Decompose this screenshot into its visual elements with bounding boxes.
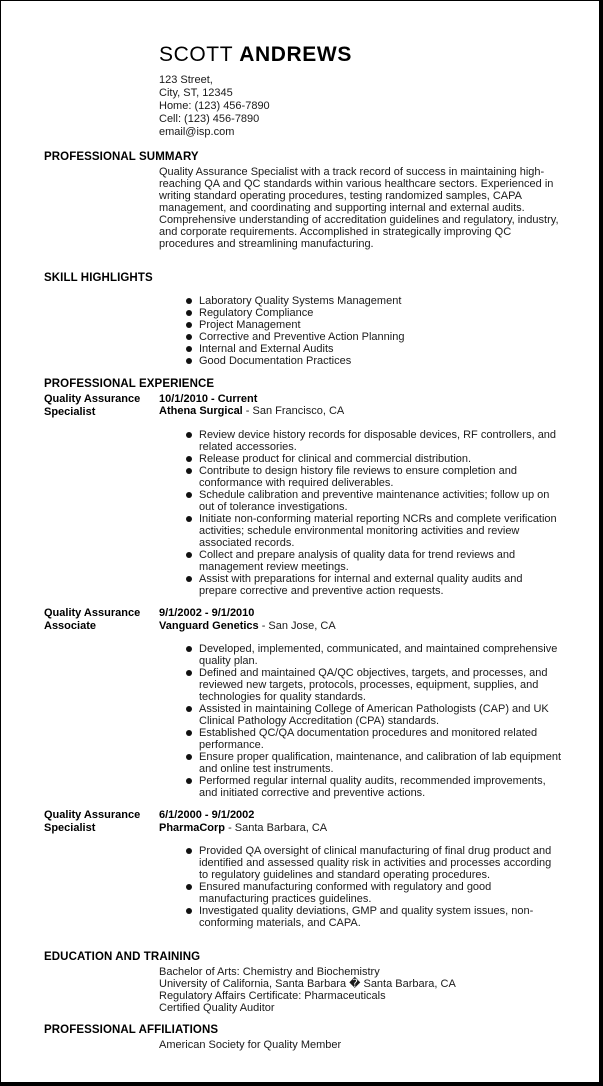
job-bullets — [184, 845, 562, 929]
job-dates: 6/1/2000 - 9/1/2002 — [159, 809, 255, 821]
cell-phone: Cell: (123) 456-7890 — [159, 113, 260, 125]
list-item: Project Management — [184, 319, 562, 331]
school: University of California, Santa Barbara � Santa Barbara, CA — [159, 978, 456, 990]
list-item: Initiate non-conforming material reporting NCRs and complete verification activities; schedule environmental monitoring activities and review associated records. — [184, 513, 562, 549]
summary-text: Quality Assurance Specialist with a track record of success in maintaining high-reaching QA and QC standards within various healthcare sectors. Experienced in writing standard operating procedures, testing randomized samples, CAPA management, and coordinating and supporting internal and external audits. Comprehensive understanding of accreditation guidelines and regulatory, industry, and corporate requirements. Accomplished in strategically improving QC procedures and streamlining manufacturing. — [159, 166, 559, 250]
job-company — [159, 822, 327, 834]
experience-heading: PROFESSIONAL EXPERIENCE — [44, 378, 215, 390]
list-item: Established QC/QA documentation procedures and monitored related performance. — [184, 727, 562, 751]
certification: Certified Quality Auditor — [159, 1002, 275, 1014]
address-line: 123 Street, — [159, 74, 213, 86]
certificate: Regulatory Affairs Certificate: Pharmaceuticals — [159, 990, 386, 1002]
skills-list — [184, 295, 562, 367]
list-item: Review device history records for disposable devices, RF controllers, and related accessories. — [184, 429, 562, 453]
city-line: City, ST, 12345 — [159, 87, 233, 99]
list-item: Provided QA oversight of clinical manufacturing of final drug product and identified and assessed quality risk in activities and processes according to regulatory guidelines and standard operating procedures. — [184, 845, 562, 881]
list-item: Corrective and Preventive Action Planning — [184, 331, 562, 343]
affiliation: American Society for Quality Member — [159, 1039, 342, 1051]
company-name: PharmaCorp — [159, 822, 226, 834]
education-heading: EDUCATION AND TRAINING — [44, 951, 201, 963]
company-location: - Santa Barbara, CA — [225, 822, 328, 834]
contact-block — [159, 74, 270, 139]
list-item: Investigated quality deviations, GMP and quality system issues, non-conforming materials, and CAPA. — [184, 905, 562, 929]
list-item: Assisted in maintaining College of American Pathologists (CAP) and UK Clinical Pathology Accreditation (CPA) standards. — [184, 703, 562, 727]
list-item: Ensure proper qualification, maintenance, and calibration of lab equipment and online test instruments. — [184, 751, 562, 775]
email: email@isp.com — [159, 126, 235, 138]
affiliations-block — [159, 1039, 341, 1051]
candidate-name — [159, 43, 352, 67]
job-dates: 10/1/2010 - Current — [159, 393, 258, 405]
company-location: - San Jose, CA — [258, 620, 336, 632]
first-name: SCOTT — [159, 43, 233, 66]
list-item: Internal and External Audits — [184, 343, 562, 355]
list-item: Schedule calibration and preventive maintenance activities; follow up on out of tolerance investigations. — [184, 489, 562, 513]
list-item: Release product for clinical and commercial distribution. — [184, 453, 562, 465]
job-title: Quality Assurance Specialist — [44, 809, 141, 834]
list-item: Laboratory Quality Systems Management — [184, 295, 562, 307]
list-item: Ensured manufacturing conformed with regulatory and good manufacturing practices guidelines. — [184, 881, 562, 905]
job-title: Quality Assurance Associate — [44, 607, 141, 632]
list-item: Good Documentation Practices — [184, 355, 562, 367]
degree: Bachelor of Arts: Chemistry and Biochemistry — [159, 966, 380, 978]
affiliations-heading: PROFESSIONAL AFFILIATIONS — [44, 1024, 219, 1036]
company-name: Vanguard Genetics — [159, 620, 259, 632]
summary-heading: PROFESSIONAL SUMMARY — [44, 151, 199, 163]
education-block — [159, 966, 456, 1014]
last-name: ANDREWS — [239, 43, 352, 66]
company-location: - San Francisco, CA — [242, 405, 345, 417]
list-item: Developed, implemented, communicated, and maintained comprehensive quality plan. — [184, 643, 562, 667]
list-item: Assist with preparations for internal and external quality audits and prepare corrective and preventive action requests. — [184, 573, 562, 597]
list-item: Collect and prepare analysis of quality data for trend reviews and management review meetings. — [184, 549, 562, 573]
list-item: Regulatory Compliance — [184, 307, 562, 319]
job-bullets — [184, 429, 562, 597]
job-dates: 9/1/2002 - 9/1/2010 — [159, 607, 255, 619]
job-bullets — [184, 643, 562, 799]
job-title: Quality Assurance Specialist — [44, 393, 141, 418]
job-company — [159, 405, 344, 417]
home-phone: Home: (123) 456-7890 — [159, 100, 270, 112]
company-name: Athena Surgical — [159, 405, 243, 417]
skills-heading: SKILL HIGHLIGHTS — [44, 272, 153, 284]
job-company — [159, 620, 336, 632]
list-item: Performed regular internal quality audits, recommended improvements, and initiated corrective and preventive actions. — [184, 775, 562, 799]
list-item: Contribute to design history file reviews to ensure completion and conformance with required deliverables. — [184, 465, 562, 489]
list-item: Defined and maintained QA/QC objectives, targets, and processes, and reviewed new targets, protocols, processes, equipment, supplies, and technologies for quality standards. — [184, 667, 562, 703]
